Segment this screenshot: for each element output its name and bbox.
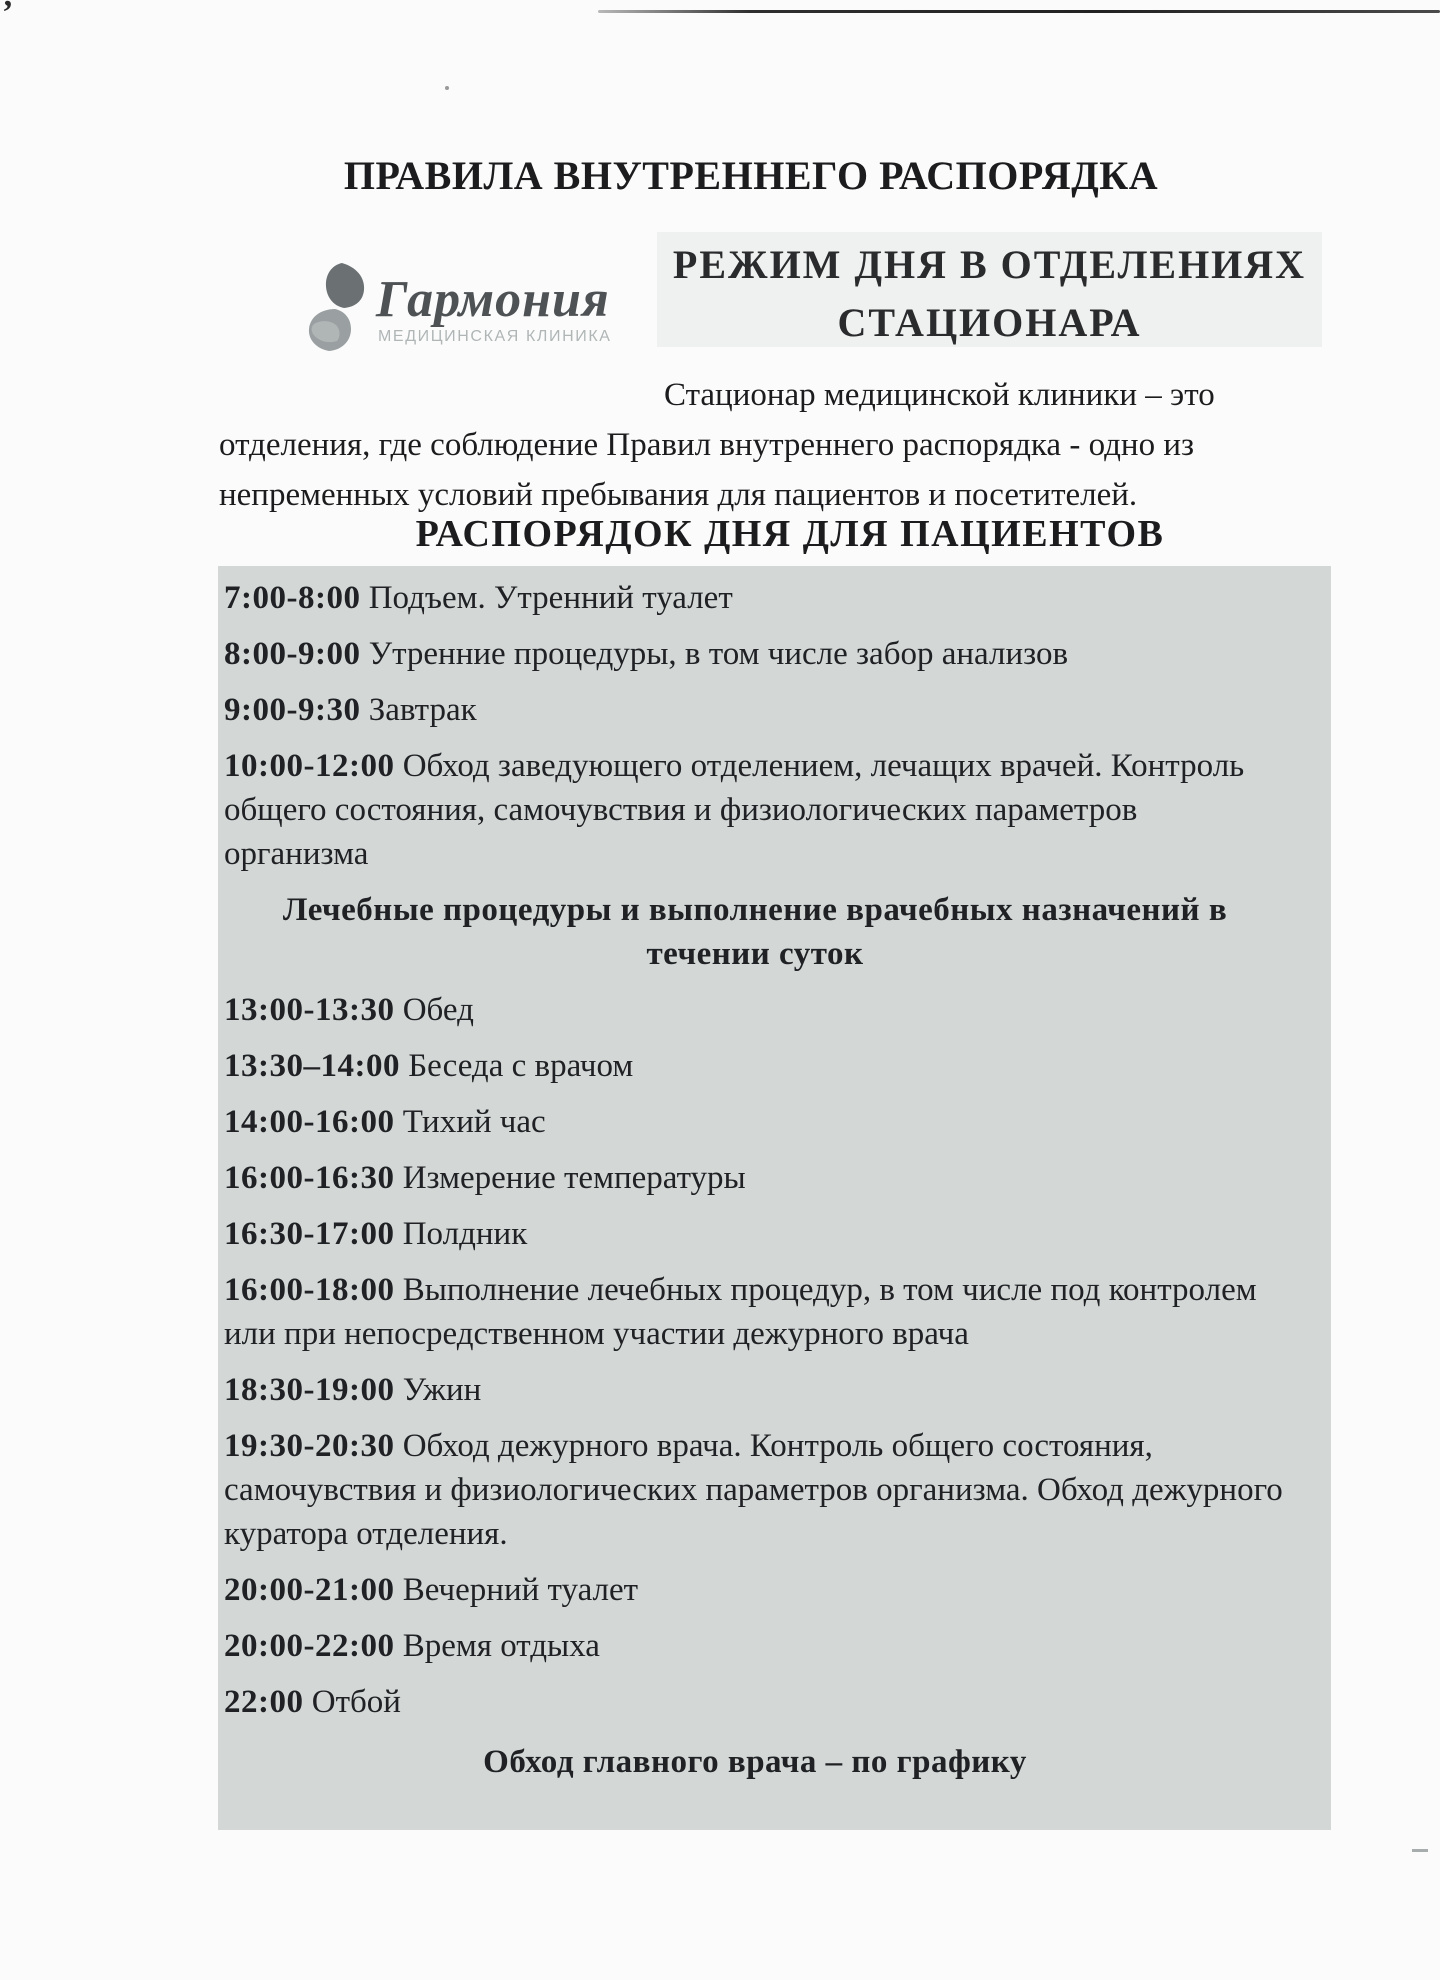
page-title: ПРАВИЛА ВНУТРЕННЕГО РАСПОРЯДКА	[343, 153, 1159, 198]
schedule-subheader: Лечебные процедуры и выполнение врачебных назначений в течении суток	[282, 892, 1228, 972]
schedule-box	[218, 566, 1331, 1830]
schedule-entry: 20:00-21:00 Вечерний туалет	[224, 1572, 639, 1608]
schedule-entry: 18:30-19:00 Ужин	[224, 1372, 482, 1408]
entry-time: 13:30–14:00	[224, 1048, 400, 1084]
schedule-entry: 16:00-16:30 Измерение температуры	[224, 1160, 746, 1196]
scan-top-edge-line	[598, 10, 1440, 13]
schedule-entry: 10:00-12:00 Обход заведующего отделением, лечащих врачей. Контроль общего состояния, самочувствия и физиологических параметров организма	[224, 748, 1245, 872]
entry-time: 10:00-12:00	[224, 748, 395, 784]
scan-corner-mark: ’	[2, 0, 14, 31]
clinic-logo	[306, 262, 612, 354]
intro-paragraph: Стационар медицинской клиники – это отделения, где соблюдение Правил внутреннего распорядка - одно из непременных условий пребывания для пациентов и посетителей.	[219, 377, 1215, 513]
entry-time: 16:00-18:00	[224, 1272, 395, 1308]
entry-time: 13:00-13:30	[224, 992, 395, 1028]
scan-dash-artifact	[1412, 1849, 1428, 1852]
schedule-title: РАСПОРЯДОК ДНЯ ДЛЯ ПАЦИЕНТОВ	[415, 513, 1165, 555]
entry-time: 16:30-17:00	[224, 1216, 395, 1252]
entry-time: 20:00-22:00	[224, 1628, 395, 1664]
schedule-footer: Обход главного врача – по графику	[483, 1744, 1027, 1780]
clinic-logo-text	[376, 271, 612, 346]
schedule-entry: 7:00-8:00 Подъем. Утренний туалет	[224, 580, 733, 616]
schedule-entry: 16:00-18:00 Выполнение лечебных процедур, в том числе под контролем или при непосредственном участии дежурного врача	[224, 1272, 1257, 1352]
schedule-entry: 9:00-9:30 Завтрак	[224, 692, 477, 728]
entry-time: 18:30-19:00	[224, 1372, 395, 1408]
schedule-entry: 20:00-22:00 Время отдыха	[224, 1628, 600, 1664]
entry-time: 20:00-21:00	[224, 1572, 395, 1608]
clinic-name: Гармония	[376, 271, 610, 328]
entry-time: 8:00-9:00	[224, 636, 361, 672]
schedule-entry: 8:00-9:00 Утренние процедуры, в том числе забор анализов	[224, 636, 1069, 672]
schedule-entry: 22:00 Отбой	[224, 1684, 401, 1720]
entry-time: 9:00-9:30	[224, 692, 361, 728]
schedule-entry: 13:30–14:00 Беседа с врачом	[224, 1048, 634, 1084]
regime-header-box: РЕЖИМ ДНЯ В ОТДЕЛЕНИЯХ СТАЦИОНАРА	[657, 232, 1322, 347]
entry-time: 22:00	[224, 1684, 304, 1720]
scan-speck	[445, 86, 449, 90]
harmony-leaves-icon	[306, 262, 372, 354]
schedule-entry: 13:00-13:30 Обед	[224, 992, 474, 1028]
schedule-entry: 14:00-16:00 Тихий час	[224, 1104, 546, 1140]
schedule-entry: 16:30-17:00 Полдник	[224, 1216, 528, 1252]
entry-time: 14:00-16:00	[224, 1104, 395, 1140]
clinic-subtitle: МЕДИЦИНСКАЯ КЛИНИКА	[378, 328, 612, 345]
entry-time: 16:00-16:30	[224, 1160, 395, 1196]
entry-time: 19:30-20:30	[224, 1428, 395, 1464]
entry-time: 7:00-8:00	[224, 580, 361, 616]
schedule-entry: 19:30-20:30 Обход дежурного врача. Контроль общего состояния, самочувствия и физиологических параметров организма. Обход дежурного куратора отделения.	[224, 1428, 1283, 1552]
